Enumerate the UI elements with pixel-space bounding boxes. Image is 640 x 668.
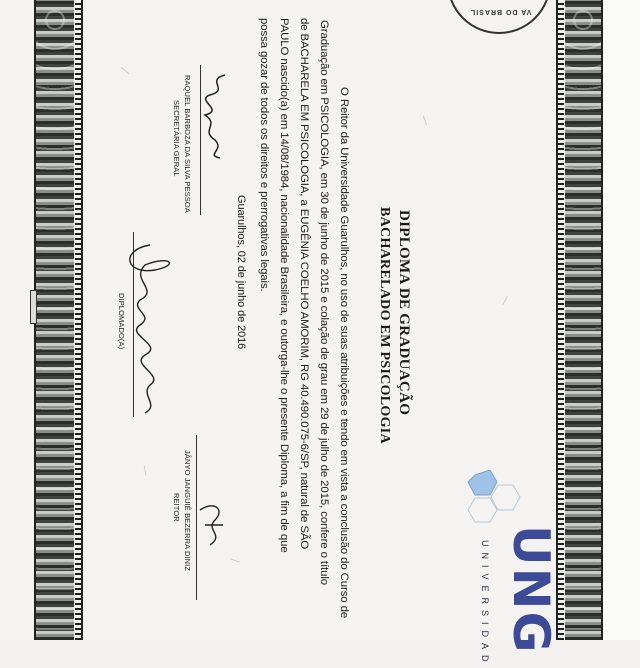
border-tab-mark xyxy=(30,290,37,324)
diploma-title: DIPLOMA DE GRADUAÇÃO xyxy=(396,210,412,416)
body-line-5: possa gozar de todos os direitos e prerrogativas legais. xyxy=(258,18,270,292)
ornamental-border-left xyxy=(36,0,74,640)
body-line-4: PAULO nascido(a) em 14/08/1984, nacionalidade Brasileira, e outorga-lhe o presente Diploma, a fim de que xyxy=(278,18,290,553)
paper-fiber xyxy=(144,465,147,475)
secretary-role: SECRETÁRIA GERAL xyxy=(172,100,181,177)
seal-text: VA DO BRASIL xyxy=(470,8,532,15)
paper-fiber xyxy=(423,116,427,126)
diploma-subtitle: BACHARELADO EM PSICOLOGIA xyxy=(377,207,392,444)
logo-universidade: UNIVERSIDAD xyxy=(480,540,490,668)
paper-fiber xyxy=(121,67,129,74)
rector-role: REITOR xyxy=(172,493,181,522)
signature-secretary xyxy=(195,70,235,160)
secretary-name: RAQUEL BARBOZA DA SILVA PESSOA xyxy=(183,75,192,213)
official-seal xyxy=(447,0,551,34)
body-line-3: de BACHARELA EM PSICOLOGIA, a EUGÊNIA COELHO AMORIM, RG 40.490.075-6/SP, natural de SÃO xyxy=(298,18,310,550)
scan-margin xyxy=(603,0,640,640)
logo-ung: UNG xyxy=(502,525,560,655)
border-inner-line-left xyxy=(81,0,83,640)
issue-date: Guarulhos, 02 de junho de 2016 xyxy=(235,195,247,350)
signature-rector xyxy=(195,500,230,550)
paper-fiber xyxy=(230,558,240,562)
graduate-role: DIPLOMADO(A) xyxy=(117,293,126,350)
paper-fiber xyxy=(502,296,508,305)
body-line-2: Graduação em PSICOLOGIA, em 30 de junho de 2015 e colação de grau em 29 de julho de 2015, confere o título xyxy=(318,20,330,586)
rector-name: JÂNYO JANGUIÊ BEZERRA DINIZ xyxy=(183,450,192,572)
ornamental-border-right xyxy=(565,0,601,640)
body-line-1: O Reitor da Universidade Guarulhos, no uso de suas atribuições e tendo em vista a conclusão do Curso de xyxy=(338,87,350,619)
